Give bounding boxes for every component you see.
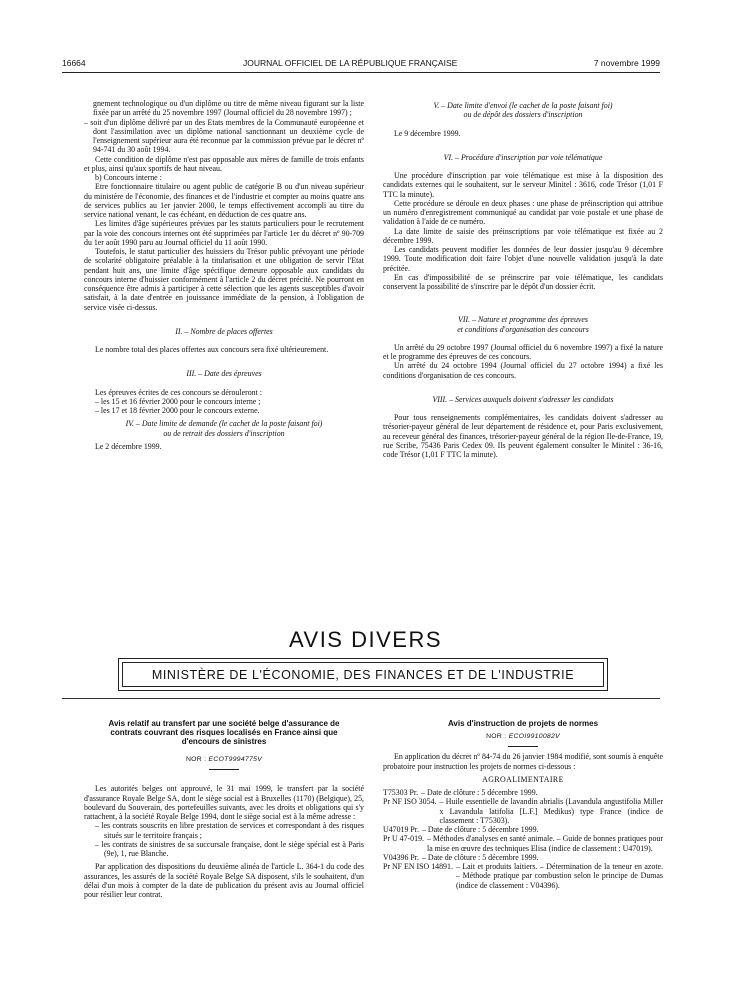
standard-entry — [383, 834, 663, 853]
standard-text: – Date de clôture : 5 décembre 1999. — [421, 825, 539, 834]
subheading: b) Concours interne : — [95, 173, 162, 182]
list-item: – soit d'un diplôme délivré par un des Etats membres de la Communauté européenne et dont l'assimilation avec un diplôme national sanctionnant un deuxième cycle de l'enseignement supérieur aura été reconnue par la commission prévue par le décret nº 94-741 du 30 août 1994. — [84, 117, 364, 155]
section-title: III. – Date des épreuves — [186, 369, 262, 379]
paragraph: En cas d'impossibilité de se préinscrire par voie télématique, les candidats conservent la possibilité de s'inscrire par le dépôt d'un dossier écrit. — [383, 272, 663, 291]
nor-code: ECOI9910082V — [508, 733, 560, 740]
standard-code: U47019 Pr. — [383, 825, 419, 834]
nor-label: NOR : — [486, 733, 507, 740]
paragraph: Les candidats peuvent modifier les données de leur dossier jusqu'au 9 décembre 1999. Toute modification doit faire l'objet d'une nouvelle validation jusqu'à la date précitée. — [383, 245, 663, 273]
ministry-box — [118, 658, 608, 691]
nor-code: ECOT9994775V — [208, 756, 263, 763]
avis-transfert — [84, 719, 364, 899]
standard-entry — [383, 853, 663, 862]
standard-text: – Méthodes d'analyses en santé animale. – Guide de bonnes pratiques pour la mise en œuvre des techniques Elisa (indice de classement : U47019). — [427, 834, 663, 853]
avis-divers-heading: AVIS DIVERS — [288, 627, 443, 652]
nor-label: NOR : — [185, 756, 207, 763]
list-item: – les 17 et 18 février 2000 pour le concours externe. — [95, 406, 260, 415]
section-title: V. – Date limite d'envoi (le cachet de la poste faisant foi) — [433, 101, 613, 110]
section-title-line2: ou de retrait des dossiers d'inscription — [163, 428, 285, 438]
standard-entry — [383, 862, 663, 890]
standard-text: – Date de clôture : 5 décembre 1999. — [421, 852, 539, 862]
header-rule — [62, 72, 660, 73]
right-column — [383, 101, 663, 459]
standards-list — [383, 788, 663, 890]
section-rule — [62, 698, 660, 699]
paragraph: Le nombre total des places offertes aux concours sera fixé ultérieurement. — [95, 345, 329, 354]
section-title: II. – Nombre de places offertes — [175, 326, 273, 336]
paragraph: Un arrêté du 29 octobre 1997 (Journal officiel du 6 novembre 1997) a fixé la nature et le programme des épreuves de ces concours. — [383, 342, 663, 361]
nor-reference — [383, 732, 663, 741]
standard-entry — [383, 797, 663, 825]
category-heading: AGROALIMENTAIRE — [482, 774, 564, 784]
journal-title: JOURNAL OFFICIEL DE LA RÉPUBLIQUE FRANÇAISE — [243, 58, 458, 68]
standard-text: – Lait et produits laitiers. – Détermination de la teneur en azote. – Méthode pratique par combustion selon le principe de Dumas (indice de classement : V04396). — [455, 862, 663, 890]
page-number: 16664 — [62, 58, 86, 68]
paragraph: gnement technologique ou d'un diplôme ou titre de même niveau figurant sur la liste fixée par un arrêté du 25 novembre 1997 (Journal officiel du 28 novembre 1997) ; — [93, 99, 364, 118]
standard-entry — [383, 788, 663, 797]
avis-normes — [383, 719, 663, 890]
standard-code: T75303 Pr. — [383, 788, 419, 797]
paragraph: Pour tous renseignements complémentaires, les candidats doivent s'adresser au trésorier-payeur général de leur département de résidence et, pour Paris exclusivement, au receveur général des finances, trésorier-payeur général de la région Ile-de-France, 19, rue Scribe, 75436 Paris Cedex 09. Ils peuvent également consulter le Minitel : 36-16, code Trésor (1,01 F TTC la minute). — [383, 413, 663, 459]
paragraph: Le 9 décembre 1999. — [394, 128, 461, 138]
list-item: – les 15 et 16 février 2000 pour le concours interne ; — [95, 396, 261, 406]
paragraph: Cette condition de diplôme n'est pas opposable aux mères de famille de trois enfants et plus, ainsi qu'aux sportifs de haut niveau. — [84, 154, 364, 173]
paragraph: Les limites d'âge supérieures prévues par les statuts particuliers pour le recrutement par la voie des concours internes ont été supprimées par l'article 1er du décret nº 90-709 du 1er août 1990 paru au Journal officiel du 11 août 1990. — [84, 219, 364, 247]
paragraph: Les épreuves écrites de ces concours se dérouleront : — [95, 387, 262, 397]
notice-title: Avis d'instruction de projets de normes — [447, 719, 599, 728]
small-rule — [508, 746, 538, 747]
paragraph: Etre fonctionnaire titulaire ou agent public de catégorie B ou d'un niveau supérieur du ministère de l'économie, des finances et de l'industrie et compter au moins quatre ans de services publics au 1er janvier 2000, le temps effectivement accompli au titre du service national venant, le cas échéant, en déduction de ces quatre ans. — [84, 182, 364, 219]
list-item: – les contrats souscrits en libre prestation de services et correspondant à des risques situés sur le territoire français ; — [95, 821, 364, 840]
section-title: IV. – Date limite de demande (le cachet de la poste faisant foi) — [125, 419, 323, 429]
page-header — [62, 58, 660, 72]
list-item: – les contrats de sinistres de sa succursale française, dont le siège spécial est à Paris (9e), 1, rue Blanche. — [95, 839, 364, 858]
standard-code: Pr U 47-019. — [383, 834, 424, 844]
standard-code: Pr NF ISO 3054. — [383, 797, 437, 807]
issue-date: 7 novembre 1999 — [593, 58, 660, 68]
standard-entry — [383, 825, 663, 834]
section-title: VIII. – Services auxquels doivent s'adresser les candidats — [432, 394, 614, 404]
paragraph: Une procédure d'inscription par voie télématique est mise à la disposition des candidats externes qui le souhaitent, sur le serveur Minitel : 3616, code Trésor (1,01 F TTC la minute). — [383, 171, 663, 199]
standard-text: – Huile essentielle de lavandin abrialis (Lavandula angustifolia Miller x Lavandula latifolia [L.F.] Medikus) type France (indice de classement : T75303). — [439, 797, 663, 825]
ministry-title: MINISTÈRE DE L'ÉCONOMIE, DES FINANCES ET DE L'INDUSTRIE — [122, 662, 604, 687]
paragraph: En application du décret nº 84-74 du 26 janvier 1984 modifié, sont soumis à enquête probatoire pour instruction les projets de normes ci-dessous : — [383, 752, 663, 771]
paragraph: Le 2 décembre 1999. — [95, 441, 162, 451]
paragraph: Cette procédure se déroule en deux phases : une phase de préinscription qui attribue un numéro d'enregistrement communiqué au candidat par voie postale et une phase de validation à l'aide de ce numéro. — [383, 198, 663, 227]
small-rule — [209, 769, 239, 770]
section-title: VI. – Procédure d'inscription par voie télématique — [443, 152, 603, 162]
section-title: VII. – Nature et programme des épreuves — [458, 315, 588, 325]
section-title-line2: ou de dépôt des dossiers d'inscription — [463, 110, 583, 120]
paragraph: Par application des dispositions du deuxième alinéa de l'article L. 364-1 du code des assurances, les assurés de la société Royale Belge SA disposent, s'ils le souhaitent, d'un délai d'un mois à compter de la date de publication du présent avis au Journal officiel pour résilier leur contrat. — [84, 862, 364, 899]
notice-title: Avis relatif au transfert par une société belge d'assurance de contrats couvrant des risques localisés en France ainsi que d'encours de sinistres — [108, 719, 340, 746]
paragraph: Les autorités belges ont approuvé, le 31 mai 1999, le transfert par la société d'assurance Royale Belge SA, dont le siège social est à Bruxelles (1170) (Belgique), 25, boulevard du Souverain, des portefeuilles suivants, avec les droits et obligations qui s'y rattachent, à la société Royale Belge 1994, dont le siège social est à la même adresse : — [84, 784, 364, 821]
section-title-line2: et conditions d'organisation des concours — [457, 324, 589, 334]
nor-reference — [84, 755, 364, 764]
standard-text: – Date de clôture : 5 décembre 1999. — [421, 788, 538, 797]
paragraph: La date limite de saisie des préinscriptions par voie télématique est fixée au 2 décembre 1999. — [383, 226, 663, 245]
paragraph: Un arrêté du 24 octobre 1994 (Journal officiel du 27 octobre 1994) a fixé les conditions d'organisation de ces concours. — [383, 361, 663, 380]
paragraph: Toutefois, le statut particulier des huissiers du Trésor public prévoyant une période de scolarité obligatoire préalable à la titularisation et une obligation de servir l'Etat pendant huit ans, une limite d'âge spécifique demeure opposable aux candidats du concours interne d'huissier conformément à l'article 2 du décret précité. Ne pourront en conséquence être admis à participer à cette sélection que les agents susceptibles d'avoir satisfait, à la date d'entrée en jouissance immédiate de la pension, à l'obligation de service visée ci-dessus. — [84, 247, 364, 312]
standard-code: Pr NF EN ISO 14891. — [383, 862, 453, 871]
left-column — [84, 99, 364, 451]
standard-code: V04396 Pr. — [383, 852, 419, 862]
